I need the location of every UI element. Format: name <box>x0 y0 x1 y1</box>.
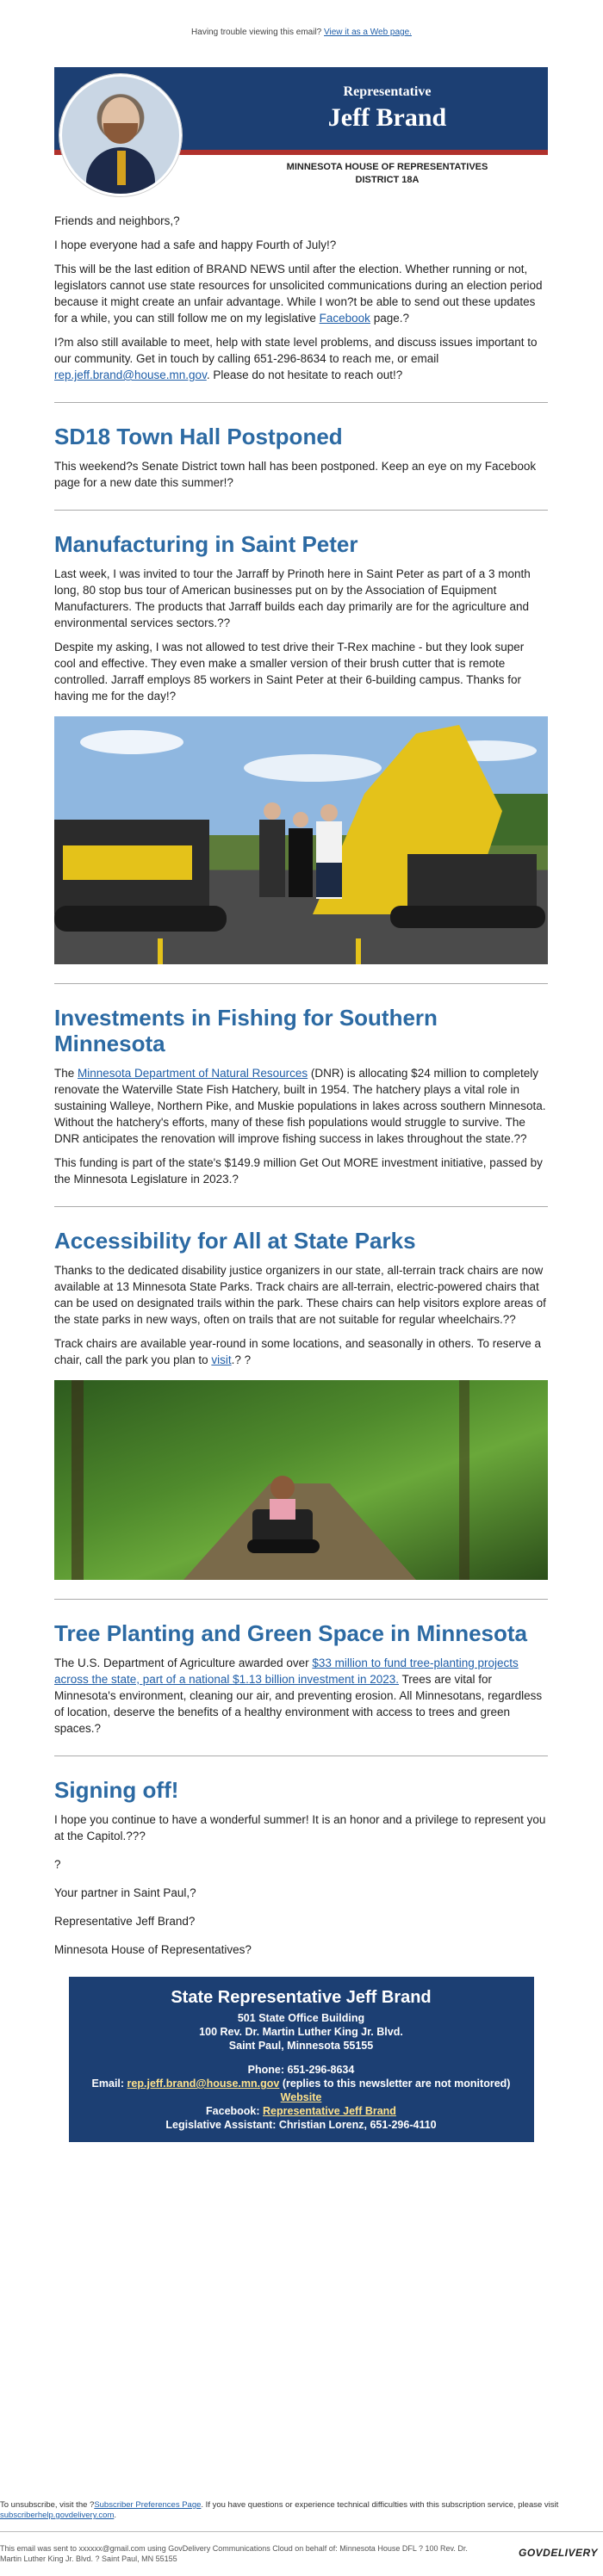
section-heading-signing-off: Signing off! <box>54 1777 179 1803</box>
tree-funding-link[interactable]: $33 million to fund tree-planting projects across the state, part of a national $1.13 billion investment in 2023. <box>54 1656 519 1686</box>
unsubscribe-notice <box>0 2500 603 2521</box>
greeting: Friends and neighbors,? <box>54 214 180 227</box>
contact-footer <box>69 1977 534 2142</box>
accessibility-p1: Thanks to the dedicated disability justice organizers in our state, all-terrain track chairs are now available at 13 Minnesota State Parks. Track chairs are all-terrain, electric-powered chairs that can be used on designated trails within the park. These chairs can help visitors explore areas of the state parks in new ways, often on trails that are not suitable for regular wheelchairs.?? <box>54 1264 546 1326</box>
footer-address-1: 501 State Office Building <box>237 2012 365 2024</box>
trees-p1-end: Trees are vital for Minnesota's environment, cleaning our air, and preventing erosion. All Minnesotans, regardless of location, deserve the benefits of a healthy environment with access to trees and green spaces.? <box>54 1673 543 1735</box>
banner-title: Representative <box>343 84 432 99</box>
signoff-p4: Representative Jeff Brand? <box>54 1915 196 1928</box>
accessibility-p2 <box>54 1335 548 1368</box>
footer-assistant: Legislative Assistant: Christian Lorenz, 651-296-4110 <box>165 2119 437 2131</box>
divider <box>54 510 548 511</box>
jarraff-tour-photo <box>54 716 548 964</box>
intro-p3-end: . Please do not hesitate to reach out!? <box>206 368 403 381</box>
footer-address-3: Saint Paul, Minnesota 55155 <box>228 2040 374 2052</box>
web-page-link[interactable]: View it as a Web page. <box>324 28 412 37</box>
footer-website-link[interactable]: Website <box>280 2091 322 2103</box>
intro-p2-end: page.? <box>370 312 409 325</box>
govdelivery-logo[interactable]: GOVDELIVERY <box>519 2547 598 2559</box>
district-line-2: DISTRICT 18A <box>355 175 420 185</box>
banner-name: Jeff Brand <box>327 103 447 132</box>
divider <box>54 1206 548 1207</box>
fishing-p1-end: (DNR) is allocating $24 million to completely renovate the Waterville State Fish Hatchery, built in 1954. The hatchery plays a vital role in sustaining Walleye, Northern Pike, and Muskie populations in lakes across southern Minnesota. Without the hatchery's efforts, many of these fish populations would struggle to survive. The DNR anticipates the renovation will improve fishing success in lakes throughout the state.?? <box>54 1067 546 1145</box>
manufacturing-p2: Despite my asking, I was not allowed to test drive their T-Rex machine - but they look super cool and effective. They even make a smaller version of their brush cutter that is remote controlled. Jarraff employs 85 workers in Saint Peter at their 6-building campus. Thanks for having me for the day!? <box>54 641 525 703</box>
trees-p1-text: The U.S. Department of Agriculture awarded over <box>54 1656 313 1669</box>
section-heading-trees: Tree Planting and Green Space in Minnesota <box>54 1620 528 1646</box>
accessibility-p2-text: Track chairs are available year-round in some locations, and seasonally in others. To reserve a chair, call the park you plan to <box>54 1337 542 1366</box>
content <box>54 213 548 2142</box>
footer-address-2: 100 Rev. Dr. Martin Luther King Jr. Blvd. <box>199 2026 403 2038</box>
unsubscribe-help-text: . If you have questions or experience technical difficulties with this subscription service, please visit <box>201 2500 559 2510</box>
track-chair-illustration <box>54 1380 548 1580</box>
section-heading-accessibility: Accessibility for All at State Parks <box>54 1228 416 1254</box>
divider <box>54 983 548 984</box>
fishing-p1 <box>54 1065 548 1147</box>
footer-email <box>69 2077 534 2090</box>
email-body <box>54 67 548 2142</box>
trees-p1 <box>54 1655 548 1737</box>
section-heading-town-hall: SD18 Town Hall Postponed <box>54 424 343 449</box>
signoff-p1: I hope you continue to have a wonderful summer! It is an honor and a privilege to represent you at the Capitol.??? <box>54 1813 546 1842</box>
preheader <box>0 24 603 41</box>
facebook-link[interactable]: Facebook <box>319 312 370 325</box>
footer-email-label: Email: <box>91 2078 127 2090</box>
section-heading-fishing: Investments in Fishing for Southern Minnesota <box>54 1005 438 1056</box>
footer-title: State Representative Jeff Brand <box>171 1988 432 2007</box>
jarraff-photo-illustration <box>54 716 548 964</box>
track-chair-photo <box>54 1380 548 1580</box>
dnr-link[interactable]: Minnesota Department of Natural Resources <box>78 1067 308 1080</box>
avatar <box>59 74 182 196</box>
divider <box>54 1599 548 1600</box>
signoff-p5: Minnesota House of Representatives? <box>54 1943 252 1956</box>
signoff-p3: Your partner in Saint Paul,? <box>54 1886 196 1899</box>
intro-p3-text: I?m also still available to meet, help with state level problems, and discuss issues important to our community. Get in touch by calling 651-296-8634 to reach me, or email <box>54 336 538 365</box>
divider <box>54 402 548 403</box>
accessibility-p2-end: .? ? <box>231 1353 252 1366</box>
visit-link[interactable]: visit <box>211 1353 232 1366</box>
footer-facebook <box>69 2104 534 2118</box>
intro-p2-text: This will be the last edition of BRAND NEWS until after the election. Whether running or not, legislators cannot use state resources for unsolicited communications during an election period because it might create an unfair advantage. While I won?t be able to send out these updates for a while, you can still follow me on my legislative <box>54 263 543 325</box>
sent-to-notice: This email was sent to xxxxxx@gmail.com using GovDelivery Communications Cloud on behalf of: Minnesota House DFL ? 100 Rev. Dr. Martin Luther King Jr. Blvd. ? Saint Paul, MN 55155 <box>0 2544 468 2563</box>
footer-phone: Phone: 651-296-8634 <box>247 2064 355 2076</box>
header-banner <box>54 67 548 155</box>
town-hall-p1: This weekend?s Senate District town hall has been postponed. Keep an eye on my Facebook page for a new date this summer!? <box>54 460 537 489</box>
district-line-1: MINNESOTA HOUSE OF REPRESENTATIVES <box>286 162 488 172</box>
footer-facebook-label: Facebook: <box>206 2105 264 2117</box>
unsubscribe-text: To unsubscribe, visit the ? <box>0 2500 95 2510</box>
intro-p2 <box>54 261 548 326</box>
manufacturing-p1: Last week, I was invited to tour the Jarraff by Prinoth here in Saint Peter as part of a 3 month long, 80 stop bus tour of American businesses put on by the Association of Equipment Manufacturers. The products that Jarraff builds each day primarily are for the agriculture and environmental services sectors.?? <box>54 567 531 629</box>
bottom-divider <box>0 2531 603 2532</box>
subscriber-preferences-link[interactable]: Subscriber Preferences Page <box>94 2500 202 2510</box>
footer-email-link[interactable]: rep.jeff.brand@house.mn.gov <box>127 2078 280 2090</box>
subscriber-help-link[interactable]: subscriberhelp.govdelivery.com <box>0 2511 115 2520</box>
preheader-text: Having trouble viewing this email? <box>191 28 325 37</box>
signoff-p2: ? <box>54 1858 61 1871</box>
footer-facebook-link[interactable]: Representative Jeff Brand <box>263 2105 396 2117</box>
intro-p3 <box>54 334 548 383</box>
footer-email-note: (replies to this newsletter are not monitored) <box>279 2078 511 2090</box>
district-line <box>227 161 548 187</box>
email-link[interactable]: rep.jeff.brand@house.mn.gov <box>54 368 207 381</box>
intro-p1: I hope everyone had a safe and happy Fourth of July!? <box>54 238 337 251</box>
unsubscribe-end: . <box>114 2511 116 2520</box>
section-heading-manufacturing: Manufacturing in Saint Peter <box>54 531 358 557</box>
fishing-p2: This funding is part of the state's $149.9 million Get Out MORE investment initiative, passed by the Minnesota Legislature in 2023.? <box>54 1156 543 1186</box>
fishing-p1-text: The <box>54 1067 78 1080</box>
avatar-beard <box>103 123 138 144</box>
avatar-tie <box>117 151 126 185</box>
